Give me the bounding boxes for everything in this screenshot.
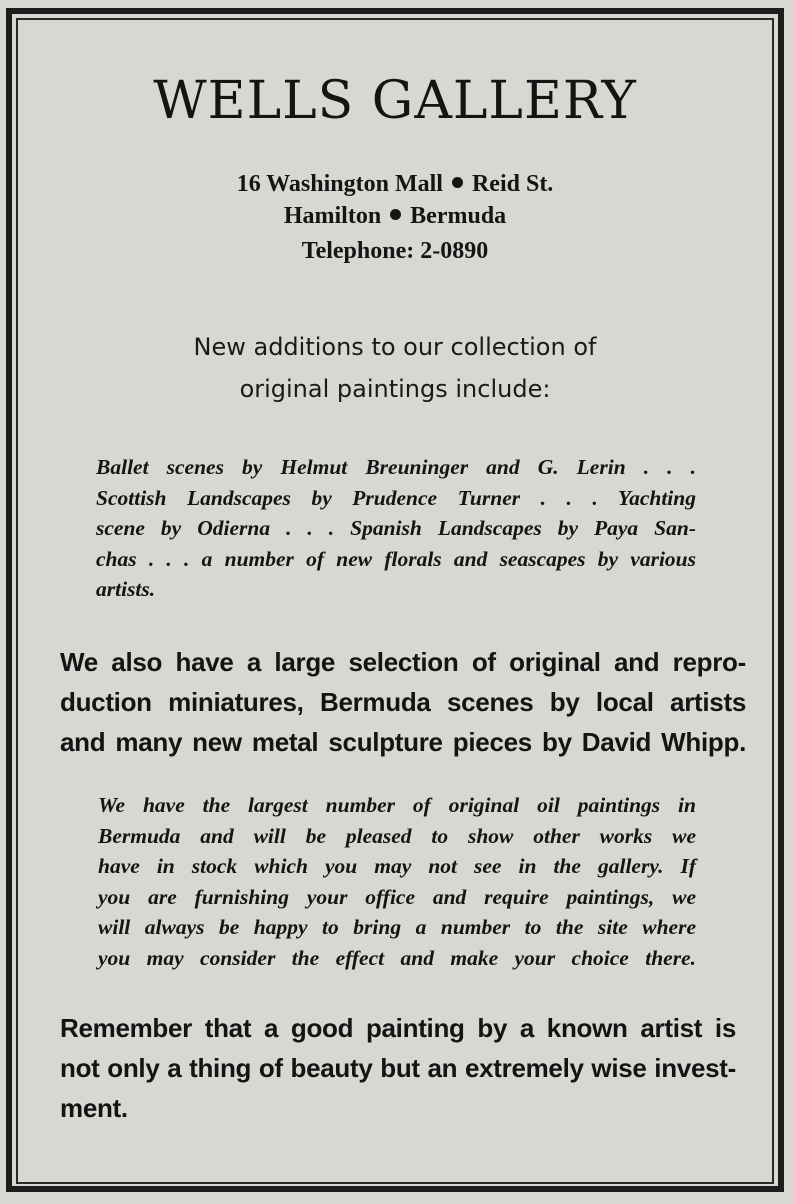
intro-line: New additions to our collection of [193,333,597,361]
intro-line: original paintings include: [239,375,551,403]
street-name: Reid St. [471,171,554,197]
country: Bermuda [410,203,507,229]
largest-collection-paragraph [98,790,696,973]
paragraph-line: Bermuda and will be pleased to show other works we [98,823,696,848]
paragraph-line: We have the largest number of original oil paintings in [98,793,696,817]
street-address: 16 Washington Mall [236,171,443,197]
telephone: Telephone: 2-0890 [301,238,489,264]
intro-text [22,326,768,410]
list-line: Scottish Landscapes by Prudence Turner . . . Yachting [96,485,696,510]
paragraph-line: have in stock which you may not see in the gallery. If [98,854,696,878]
paragraph-line: and many new metal sculpture pieces by David Whipp. [60,727,746,757]
paragraph-line: will always be happy to bring a number to the site where [98,915,696,939]
list-line: scene by Odierna . . . Spanish Landscapes by Paya San- [96,516,696,540]
paragraph-line: Remember that a good painting by a known artist is [60,1013,736,1043]
address-line-2 [22,200,768,232]
paragraph-line: you may consider the effect and make your choice there. [98,945,696,970]
paragraph-line: ment. [60,1093,128,1123]
city: Hamilton [283,203,382,229]
bullet-icon [452,177,463,188]
paragraph-line: not only a thing of beauty but an extremely wise invest- [60,1053,736,1083]
gallery-title: WELLS GALLERY [153,71,637,131]
closing-paragraph [60,1008,736,1128]
paragraph-line: duction miniatures, Bermuda scenes by local artists [60,687,746,717]
list-line: chas . . . a number of new florals and seascapes by various [96,546,696,571]
paragraph-line: We also have a large selection of original and repro- [60,647,746,677]
ad-content [22,24,768,1174]
address-line-1 [22,168,768,200]
miniatures-paragraph [60,642,746,762]
list-line: Ballet scenes by Helmut Breuninger and G. Lerin . . . [96,455,696,479]
list-line: artists. [96,577,156,601]
paintings-list [96,452,696,605]
paragraph-line: you are furnishing your office and require paintings, we [98,884,696,909]
bullet-icon [390,209,401,220]
